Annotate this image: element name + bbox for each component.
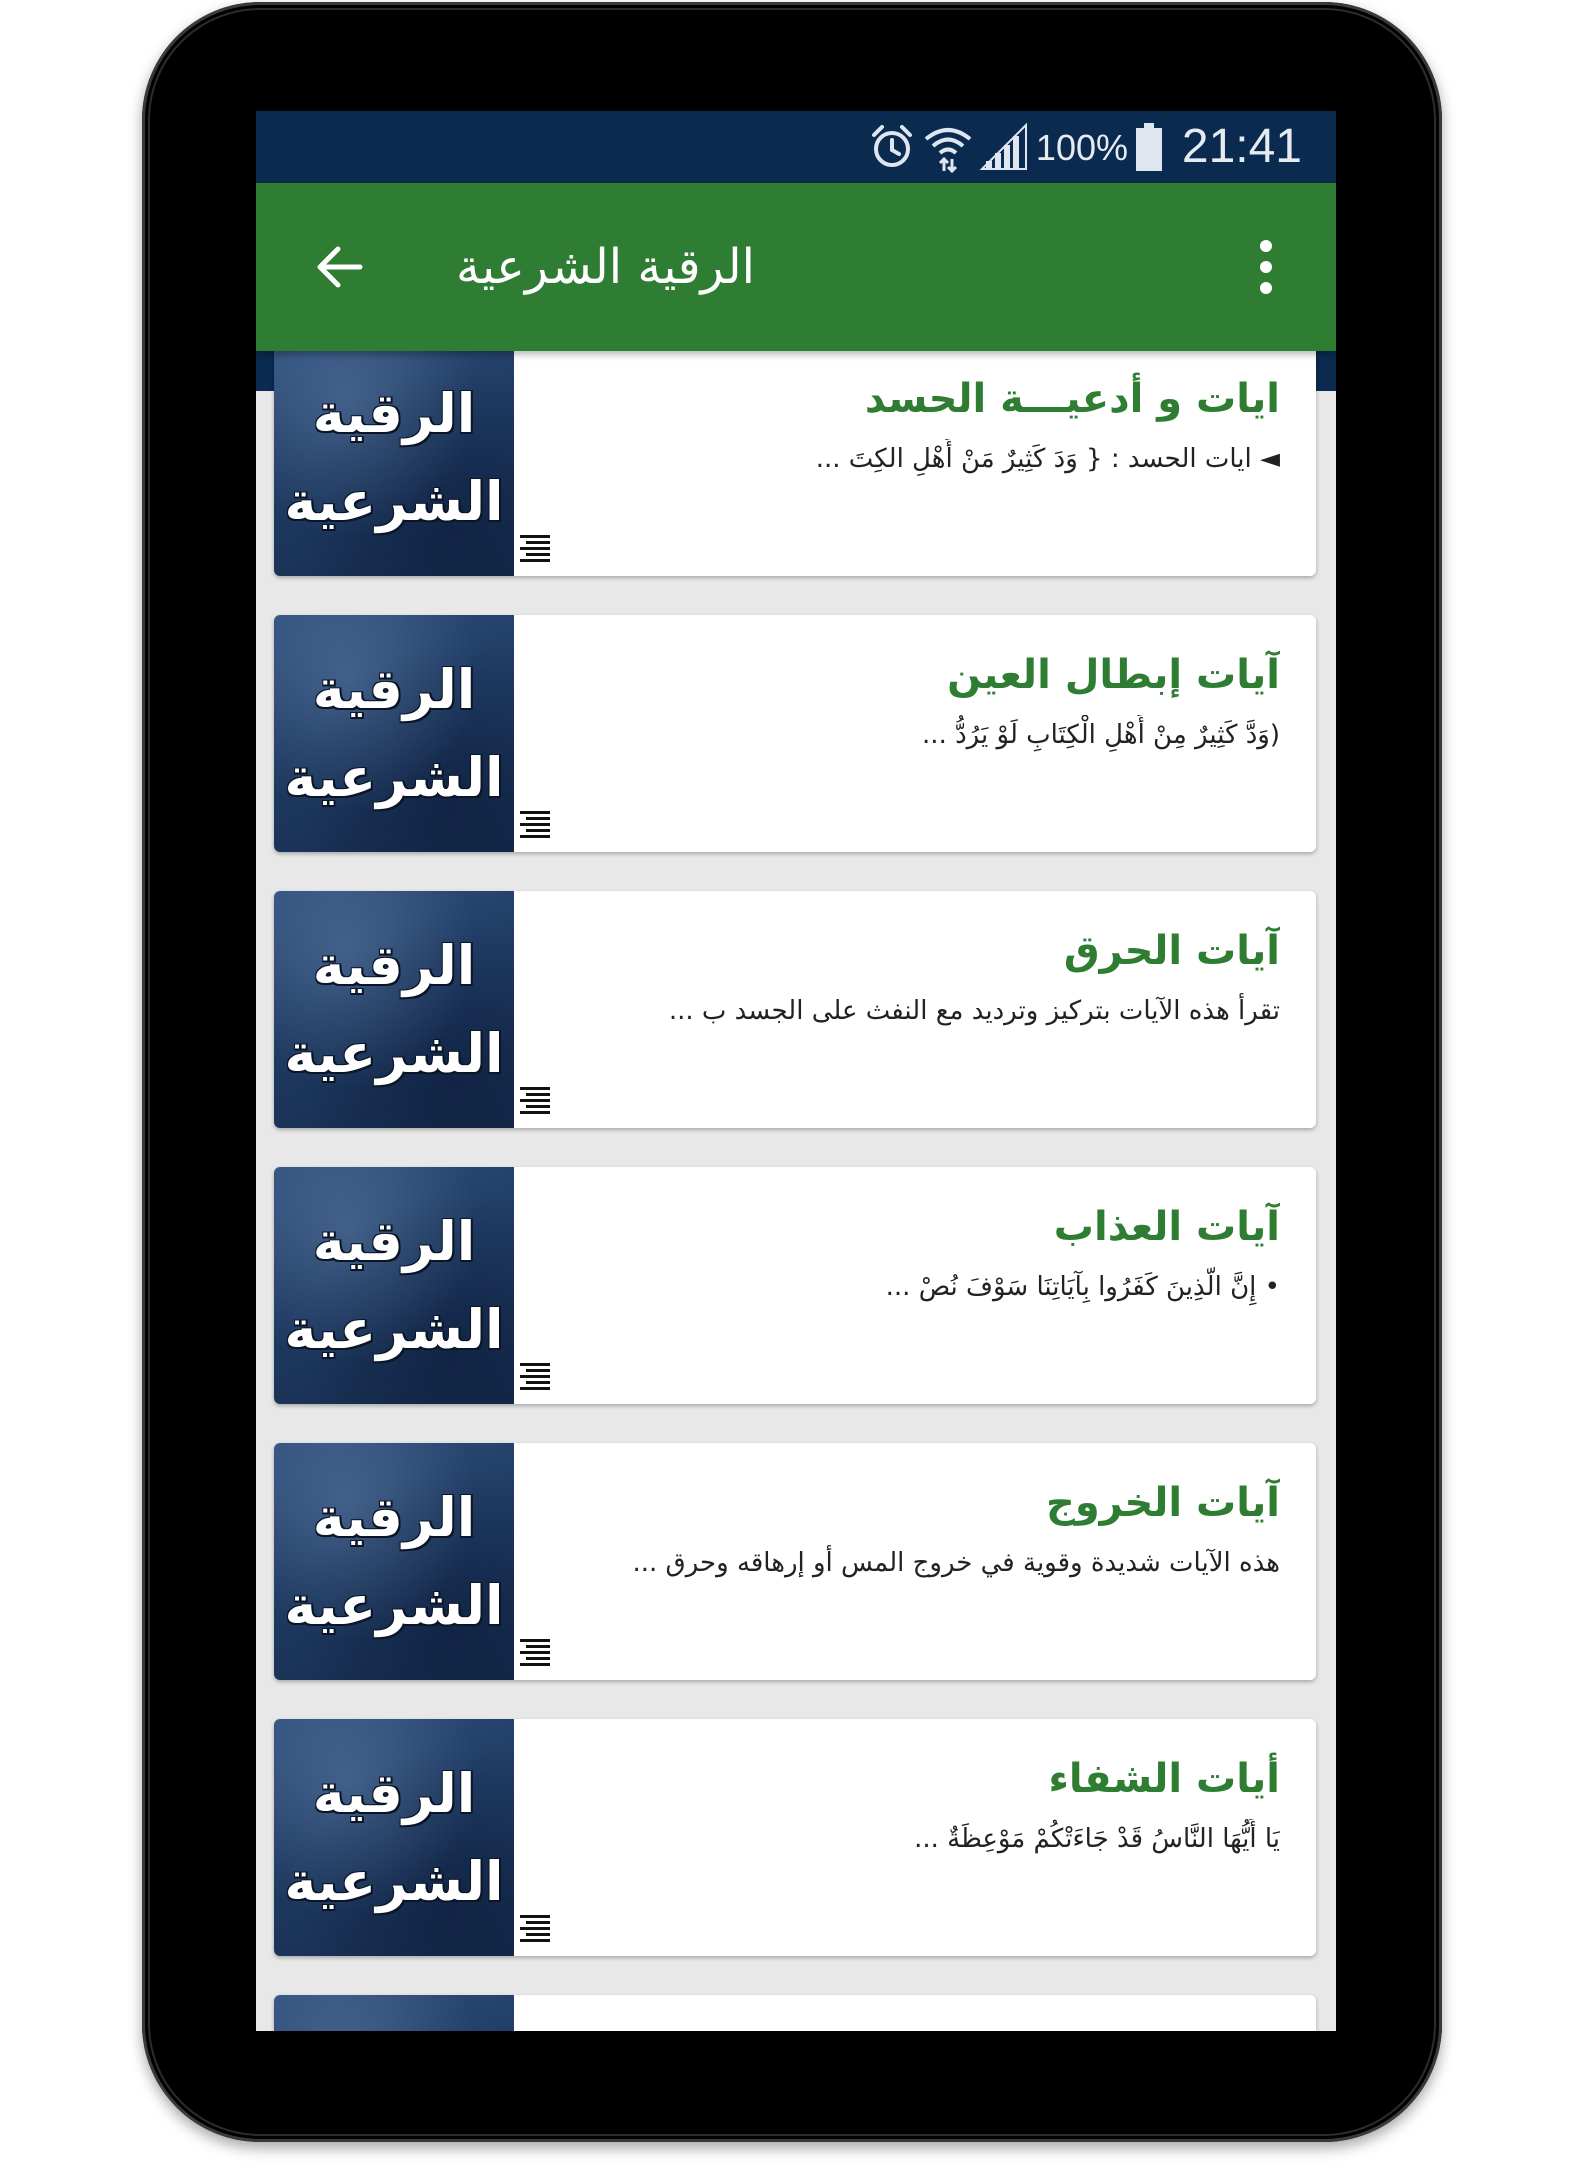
thumbnail-line-1: الرقية <box>312 1761 476 1825</box>
item-title: ايات و أدعيـــة الحسد <box>864 376 1280 422</box>
thumbnail-line-2: الشرعية <box>284 1573 504 1637</box>
battery-percent: 100% <box>1035 127 1128 168</box>
item-title: آيات الحرق <box>1063 928 1280 974</box>
signal-icon <box>978 121 1030 173</box>
thumbnail-line-2: الشرعية <box>284 469 504 533</box>
list-item[interactable] <box>274 339 1316 576</box>
back-button[interactable] <box>300 227 380 307</box>
text-lines-icon <box>518 1084 552 1118</box>
item-thumbnail <box>274 339 514 576</box>
battery-icon <box>1132 121 1166 173</box>
more-vert-icon <box>1260 261 1272 273</box>
text-lines-icon <box>518 1912 552 1946</box>
arrow-back-icon <box>312 239 368 295</box>
thumbnail-line-1: الرقية <box>312 933 476 997</box>
item-thumbnail <box>274 615 514 852</box>
page-title: الرقية الشرعية <box>456 239 755 295</box>
status-time: 21:41 <box>1181 120 1302 173</box>
list-item[interactable] <box>274 1719 1316 1956</box>
item-thumbnail <box>274 891 514 1128</box>
item-excerpt: • إِنَّ الَّذِينَ كَفَرُوا بِآيَاتِنَا سَوْفَ نُصْ ... <box>885 1272 1280 1302</box>
more-options-button[interactable] <box>1236 227 1296 307</box>
item-title: آيات إبطال العين <box>947 652 1280 698</box>
item-excerpt: يَا أَيُّهَا النَّاسُ قَدْ جَاءَتْكُمْ مَوْعِظَةٌ ... <box>914 1824 1280 1854</box>
item-title: آيات الخروج <box>1045 1480 1280 1526</box>
thumbnail-line-1: الرقية <box>312 381 476 445</box>
thumbnail-line-2: الشرعية <box>284 1297 504 1361</box>
thumbnail-line-2: الشرعية <box>284 1021 504 1085</box>
item-thumbnail <box>274 1167 514 1404</box>
thumbnail-line-1: الرقية <box>312 1485 476 1549</box>
thumbnail-line-1: الرقية <box>312 657 476 721</box>
alarm-icon <box>866 121 918 173</box>
app-bar <box>256 183 1336 351</box>
more-vert-icon <box>1260 282 1272 294</box>
item-excerpt: (وَدَّ كَثِيرٌ مِنْ أَهْلِ الْكِتَابِ لَوْ يَرُدُّ ... <box>922 720 1280 750</box>
list-item[interactable] <box>274 1443 1316 1680</box>
list-item[interactable] <box>274 615 1316 852</box>
item-excerpt: تقرأ هذه الآيات بتركيز وترديد مع النفث على الجسد ب ... <box>668 996 1280 1026</box>
more-vert-icon <box>1260 240 1272 252</box>
item-thumbnail <box>274 1443 514 1680</box>
wifi-icon <box>922 121 974 173</box>
item-excerpt: هذه الآيات شديدة وقوية في خروج المس أو إرهاقه وحرق ... <box>632 1548 1280 1578</box>
articles-list[interactable] <box>256 351 1336 2031</box>
text-lines-icon <box>518 808 552 842</box>
status-bar <box>256 111 1336 183</box>
list-item[interactable] <box>274 891 1316 1128</box>
item-thumbnail <box>274 1719 514 1956</box>
thumbnail-line-2: الشرعية <box>284 1849 504 1913</box>
list-item[interactable] <box>274 1995 1316 2031</box>
text-lines-icon <box>518 1636 552 1670</box>
list-item[interactable] <box>274 1167 1316 1404</box>
item-title: آيات العذاب <box>1053 1204 1280 1250</box>
item-title: أيات الشفاء <box>1048 1756 1280 1802</box>
text-lines-icon <box>518 1360 552 1394</box>
thumbnail-line-2: الشرعية <box>284 745 504 809</box>
app-screen <box>256 111 1336 2031</box>
text-lines-icon <box>518 532 552 566</box>
item-thumbnail <box>274 1995 514 2031</box>
item-excerpt: ◄ ايات الحسد : { وَدَ كَثِيرٌ مَنْ أَهْلِ الكِتَ ... <box>815 444 1280 474</box>
thumbnail-line-1: الرقية <box>312 1209 476 1273</box>
